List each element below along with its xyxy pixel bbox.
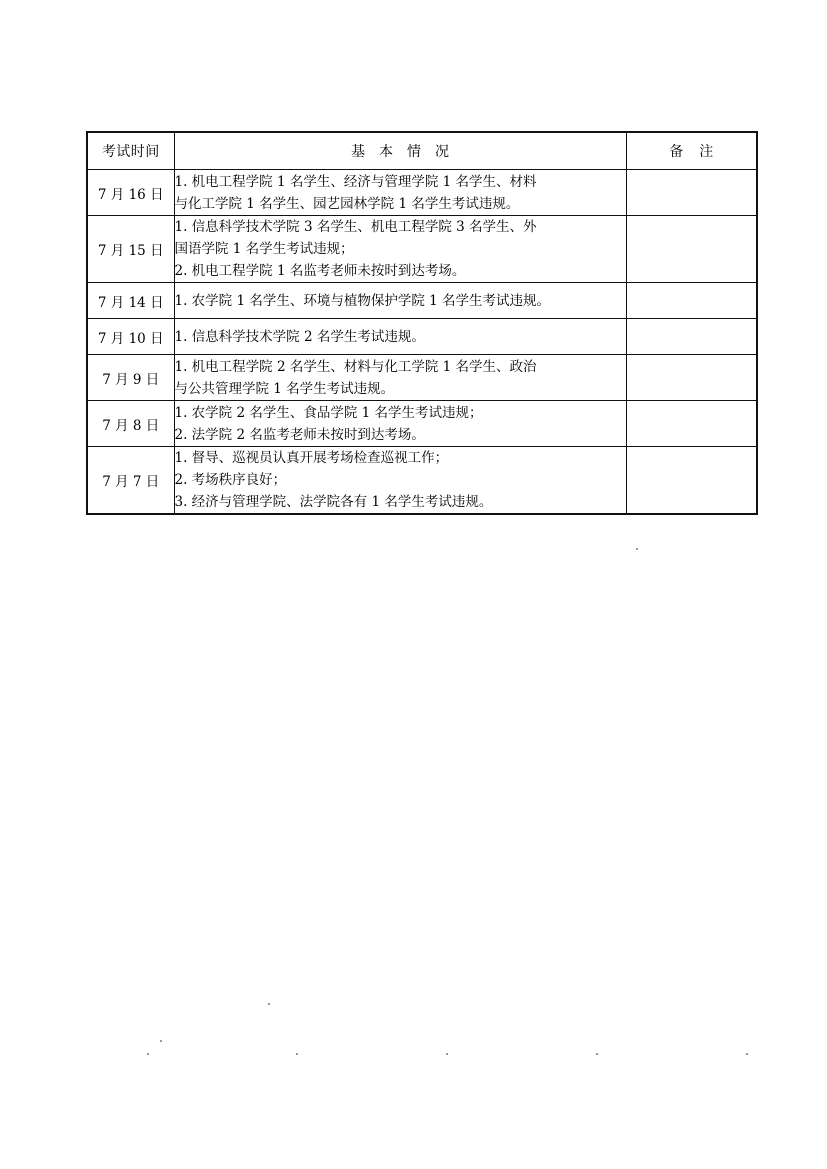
table-row	[87, 447, 757, 515]
scan-speck	[446, 1053, 448, 1055]
info-line: 国语学院 1 名学生考试违规；	[174, 241, 354, 257]
scan-speck	[147, 1053, 149, 1055]
remarks-cell	[626, 355, 757, 401]
table-row	[87, 216, 757, 283]
header-exam-time: 考试时间	[87, 132, 174, 170]
basic-info-cell	[174, 319, 626, 355]
basic-info-cell	[174, 170, 626, 216]
info-line: 与公共管理学院 1 名学生考试违规。	[174, 380, 395, 397]
info-line: 1. 农学院 2 名学生、食品学院 1 名学生考试违规；	[174, 404, 483, 421]
exam-date-cell: 7 月 15 日	[87, 216, 174, 283]
table-row	[87, 283, 757, 319]
info-line: 1. 机电工程学院 1 名学生、经济与管理学院 1 名学生、材料	[174, 173, 537, 190]
scan-speck	[160, 1040, 162, 1042]
info-line: 1. 信息科学技术学院 3 名学生、机电工程学院 3 名学生、外	[174, 219, 537, 235]
basic-info-cell	[174, 447, 626, 515]
scan-speck	[746, 1053, 748, 1055]
basic-info-cell	[174, 401, 626, 447]
header-remarks-label: 备注	[669, 144, 730, 160]
table-body	[87, 170, 757, 515]
info-line: 3. 经济与管理学院、法学院各有 1 名学生考试违规。	[174, 494, 493, 510]
basic-info-cell	[174, 283, 626, 319]
header-remarks	[626, 132, 757, 170]
info-line: 2. 法学院 2 名监考老师未按时到达考场。	[174, 426, 425, 443]
scan-speck	[268, 1003, 270, 1005]
table-row	[87, 355, 757, 401]
table-row	[87, 401, 757, 447]
table-row	[87, 170, 757, 216]
info-line: 2. 机电工程学院 1 名监考老师未按时到达考场。	[174, 263, 466, 279]
info-line: 与化工学院 1 名学生、园艺园林学院 1 名学生考试违规。	[174, 195, 520, 212]
info-line: 1. 农学院 1 名学生、环境与植物保护学院 1 名学生考试违规。	[174, 292, 551, 309]
exam-date-cell: 7 月 10 日	[87, 319, 174, 355]
remarks-cell	[626, 319, 757, 355]
exam-date-cell: 7 月 14 日	[87, 283, 174, 319]
table-row	[87, 319, 757, 355]
header-basic-info-label: 基本情况	[351, 144, 463, 160]
table-header-row	[87, 132, 757, 170]
info-line: 1. 信息科学技术学院 2 名学生考试违规。	[174, 328, 425, 345]
basic-info-cell	[174, 355, 626, 401]
exam-date-cell: 7 月 7 日	[87, 447, 174, 515]
scan-speck	[636, 548, 638, 550]
exam-date-cell: 7 月 8 日	[87, 401, 174, 447]
exam-date-cell: 7 月 9 日	[87, 355, 174, 401]
header-basic-info	[174, 132, 626, 170]
exam-report-table	[86, 131, 758, 515]
info-line: 1. 督导、巡视员认真开展考场检查巡视工作；	[174, 450, 449, 466]
info-line: 2. 考场秩序良好；	[174, 472, 287, 488]
basic-info-cell	[174, 216, 626, 283]
scan-speck	[296, 1053, 298, 1055]
exam-date-cell: 7 月 16 日	[87, 170, 174, 216]
remarks-cell	[626, 170, 757, 216]
info-line: 1. 机电工程学院 2 名学生、材料与化工学院 1 名学生、政治	[174, 358, 537, 375]
remarks-cell	[626, 447, 757, 515]
remarks-cell	[626, 283, 757, 319]
remarks-cell	[626, 216, 757, 283]
scan-speck	[596, 1053, 598, 1055]
remarks-cell	[626, 401, 757, 447]
